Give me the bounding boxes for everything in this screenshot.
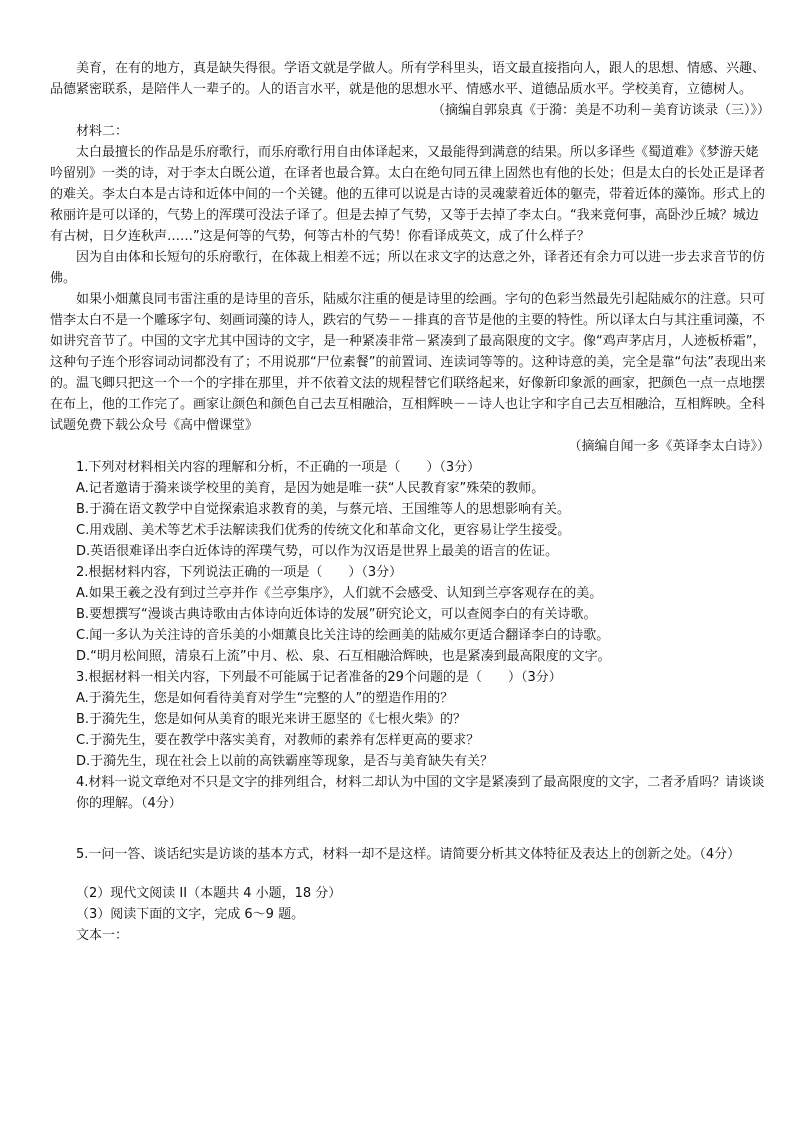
question-2-stem: 2.根据材料内容，下列说法正确的一项是（ ）（3分） [76,565,403,580]
section-2-title: （2）现代文阅读 II（本题共 4 小题，18 分） [76,886,342,901]
section-2-instruction: （3）阅读下面的文字，完成 6～9 题。 [76,907,305,922]
question-3-stem: 3.根据材料一相关内容，下列最不可能属于记者准备的29个问题的是（ ）（3分） [76,670,562,685]
answer-space-4 [50,814,770,844]
material2-para-1: 太白最擅长的作品是乐府歌行，而乐府歌行用自由体译起来，又最能得到满意的结果。所以多译些《蜀道难》《梦游天姥吟留别》一类的诗，对于李太白既公道，在译者也最合算。太白在绝句同五律上固然也有他的长处；但是太白的长处正是译者的难关。李太白本是古诗和近体中间的一个关键。他的五律可以说是古诗的灵魂蒙着近体的躯壳，带着近体的藻饰。形式上的秾丽许是可以译的，气势上的浑璞可没法子译了。但是去掉了气势，又等于去掉了李太白。“我来竟何事，高卧沙丘城？城边有古树，日夕连秋声……”这是何等的气势，何等古朴的气势！你看译成英文，成了什么样子？ [50,145,766,244]
material2-heading: 材料二： [76,124,129,139]
question-2-option-c: C.闻一多认为关注诗的音乐美的小畑薰良比关注诗的绘画美的陆威尔更适合翻译李白的诗歌。 [76,628,610,643]
question-2-option-b: B.要想撰写“漫谈古典诗歌由古体诗向近体诗的发展”研究论文，可以查阅李白的有关诗歌。 [76,607,597,622]
question-2-option-a: A.如果王羲之没有到过兰亭并作《兰亭集序》，人们就不会感受、认知到兰亭客观存在的美。 [76,586,603,601]
question-3-option-a: A.于漪先生，您是如何看待美育对学生“完整的人”的塑造作用的？ [76,691,454,706]
material2-source: （摘编自闻一多《英译李太白诗》） [568,439,770,454]
question-1-option-c: C.用戏剧、美术等艺术手法解读我们优秀的传统文化和革命文化，更容易让学生接受。 [76,523,571,538]
question-3-option-d: D.于漪先生，现在社会上以前的高铁霸座等现象，是否与美育缺失有关？ [76,754,494,769]
question-2-option-d: D.“明月松间照，清泉石上流”中月、松、泉、石互相融洽辉映，也是紧凑到最高限度的文字。 [76,649,611,664]
answer-space-5 [50,865,770,883]
question-1-option-d: D.英语很难译出李白近体诗的浑璞气势，可以作为汉语是世界上最美的语言的佐证。 [76,544,559,559]
material1-source: （摘编自郭泉真《于漪：美是不功利－美育访谈录（三）》） [431,103,770,118]
material1-tail: 美育，在有的地方，真是缺失得很。学语文就是学做人。所有学科里头，语文最直接指向人，跟人的思想、情感、兴趣、品德紧密联系，是陪伴人一辈子的。人的语言水平，就是他的思想水平、情感水平、道德品质水平。学校美育，立德树人。 [50,61,766,97]
question-3-option-c: C.于漪先生，要在教学中落实美育，对教师的素养有怎样更高的要求？ [76,733,480,748]
document-page [50,58,770,946]
question-1-option-a: A.记者邀请于漪来谈学校里的美育，是因为她是唯一获“人民教育家”殊荣的教师。 [76,481,545,496]
material2-para-2: 因为自由体和长短句的乐府歌行，在体裁上相差不远；所以在求文字的达意之外，译者还有余力可以进一步去求音节的仿佛。 [50,250,766,286]
question-4-stem: 4.材料一说文章绝对不只是文字的排列组合，材料二却认为中国的文字是紧凑到了最高限度的文字，二者矛盾吗？请谈谈你的理解。（4分） [76,775,765,811]
question-1-option-b: B.于漪在语文教学中自觉探索追求教育的美，与蔡元培、王国维等人的思想影响有关。 [76,502,571,517]
material2-para-3: 如果小畑薰良同韦雷注重的是诗里的音乐，陆威尔注重的便是诗里的绘画。字句的色彩当然最先引起陆威尔的注意。只可惜李太白不是一个雕琢字句、刻画词藻的诗人，跌宕的气势－－排真的音节是他的主要的特性。所以译太白与其注重词藻，不如讲究音节了。中国的文字尤其中国诗的文字，是一种紧凑非常－紧凑到了最高限度的文字。像“鸡声茅店月，人迹板桥霜”，这种句子连个形容词动词都没有了；不用说那“尸位素餐”的前置词、连读词等等的。这种诗意的美，完全是靠“句法”表现出来的。温飞卿只把这一个一个的字排在那里，并不依着文法的规程替它们联络起来，好像新印象派的画家，把颜色一点一点地摆在布上，他的工作完了。画家让颜色和颜色自己去互相融洽，互相辉映－－诗人也让字和字自己去互相融洽，互相辉映。全科试题免费下载公众号《高中僧课堂》 [50,292,766,433]
text-one-label: 文本一： [76,928,129,943]
question-5-stem: 5.一问一答、谈话纪实是访谈的基本方式，材料一却不是这样。请简要分析其文体特征及表达上的创新之处。（4分） [76,847,741,862]
question-3-option-b: B.于漪先生，您是如何从美育的眼光来讲王愿坚的《七根火柴》的？ [76,712,467,727]
question-1-stem: 1.下列对材料相关内容的理解和分析，不正确的一项是（ ）（3分） [76,460,481,475]
